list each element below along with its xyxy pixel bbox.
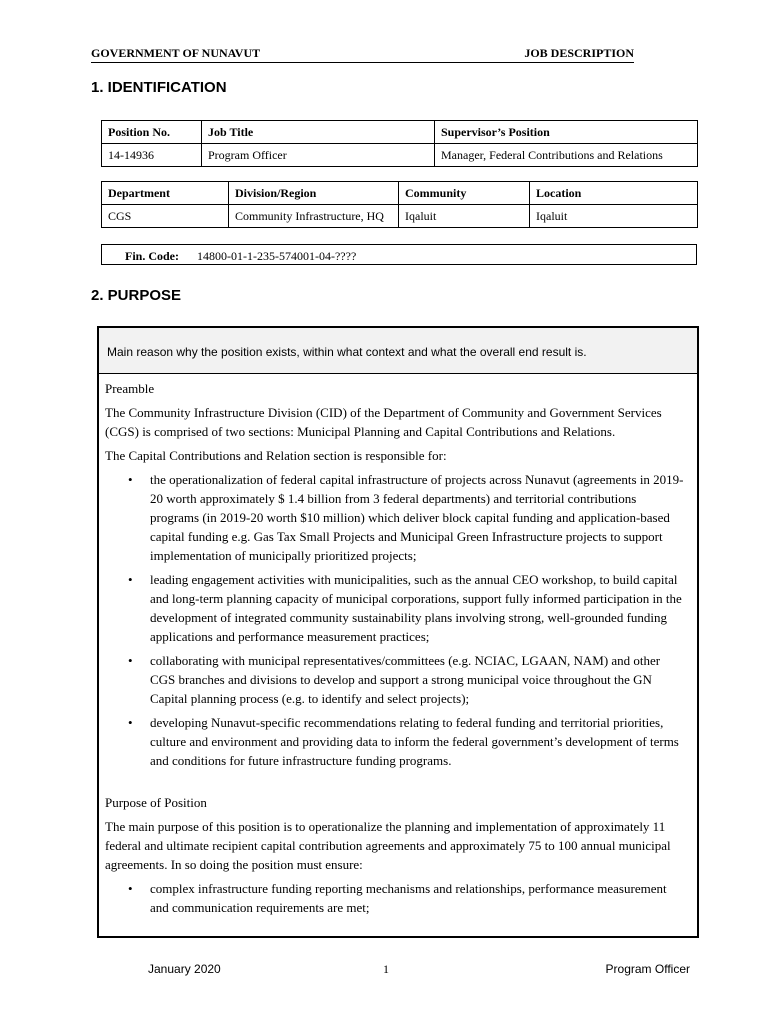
department-table (101, 181, 698, 228)
list-item (128, 651, 687, 708)
section-identification-title: 1. IDENTIFICATION (91, 79, 227, 96)
footer-page-number: 1 (383, 962, 389, 976)
section-purpose-title: 2. PURPOSE (91, 287, 182, 304)
value-division: Community Infrastructure, HQ (229, 205, 399, 228)
list-item-text: leading engagement activities with municipalities, such as the annual CEO workshop, to build capital and long-term planning capacity of municipal corporations, support fully informed participation in the development of integrated community sustainability plans involving strong, well-grounded funding applications and performance measurement practices; (150, 572, 682, 644)
footer-date: January 2020 (148, 962, 221, 976)
header-location: Location (530, 182, 698, 205)
preamble-text: The Community Infrastructure Division (CID) of the Department of Community and Government Services (CGS) is comprised of two sections: Municipal Planning and Capital Contributions and Relations. (105, 405, 662, 439)
fin-code-row (101, 244, 697, 265)
footer-title: Program Officer (605, 962, 690, 976)
list-item (128, 470, 687, 565)
header-doc-type: JOB DESCRIPTION (524, 46, 634, 60)
value-location: Iqaluit (530, 205, 698, 228)
list-item (128, 570, 687, 646)
bullet-icon: • (128, 472, 133, 487)
bullet-icon: • (128, 653, 133, 668)
list-item (128, 879, 687, 917)
list-item-text: the operationalization of federal capital infrastructure of projects across Nunavut (agreements in 2019-20 worth approximately $ 1.4 billion from 3 federal departments) and territorial contributions programs (in 2019-20 worth $10 million) which deliver block capital funding and application-based capital funding e.g. Gas Tax Small Projects and Municipal Green Infrastructure projects to support implementation of municipally prioritized projects; (150, 472, 684, 563)
preamble-heading: Preamble (105, 381, 155, 396)
header-supervisor: Supervisor’s Position (435, 121, 698, 144)
value-department: CGS (102, 205, 229, 228)
page-header (91, 46, 634, 63)
bullet-icon: • (128, 572, 133, 587)
purpose-of-position-heading: Purpose of Position (105, 795, 207, 810)
purpose-intro: Main reason why the position exists, within what context and what the overall end result is. (99, 328, 697, 374)
value-position-no: 14-14936 (102, 144, 202, 167)
header-job-title: Job Title (202, 121, 435, 144)
fin-code-label: Fin. Code: (125, 249, 179, 263)
list-item-text: collaborating with municipal representatives/committees (e.g. NCIAC, LGAAN, NAM) and other CGS branches and divisions to develop and support a strong municipal voice throughout the GN Capital planning process (e.g. to identify and select projects); (150, 653, 661, 706)
header-department: Department (102, 182, 229, 205)
responsibilities-list (105, 470, 687, 770)
value-job-title: Program Officer (202, 144, 435, 167)
list-item-text: developing Nunavut-specific recommendations relating to federal funding and territorial priorities, culture and environment and providing data to inform the federal government’s development of terms and conditions for future infrastructure funding programs. (150, 715, 679, 768)
list-item-text: complex infrastructure funding reporting mechanisms and relationships, performance measurement and communication requirements are met; (150, 881, 667, 915)
header-community: Community (399, 182, 530, 205)
responsibilities-intro: The Capital Contributions and Relation section is responsible for: (105, 448, 447, 463)
bullet-icon: • (128, 715, 133, 730)
value-community: Iqaluit (399, 205, 530, 228)
bullet-icon: • (128, 881, 133, 896)
value-supervisor: Manager, Federal Contributions and Relations (435, 144, 698, 167)
identification-table (101, 120, 698, 167)
header-org: GOVERNMENT OF NUNAVUT (91, 46, 261, 60)
purpose-body (99, 374, 697, 917)
header-position-no: Position No. (102, 121, 202, 144)
header-division: Division/Region (229, 182, 399, 205)
purpose-box (97, 326, 699, 938)
fin-code-value: 14800-01-1-235-574001-04-???? (197, 249, 357, 263)
purpose-of-position-text: The main purpose of this position is to operationalize the planning and implementation of approximately 11 federal and ultimate recipient capital contribution agreements and approximately 75 to 100 annual municipal agreements. In so doing the position must ensure: (105, 819, 671, 872)
list-item (128, 713, 687, 770)
ensure-list (105, 879, 687, 917)
